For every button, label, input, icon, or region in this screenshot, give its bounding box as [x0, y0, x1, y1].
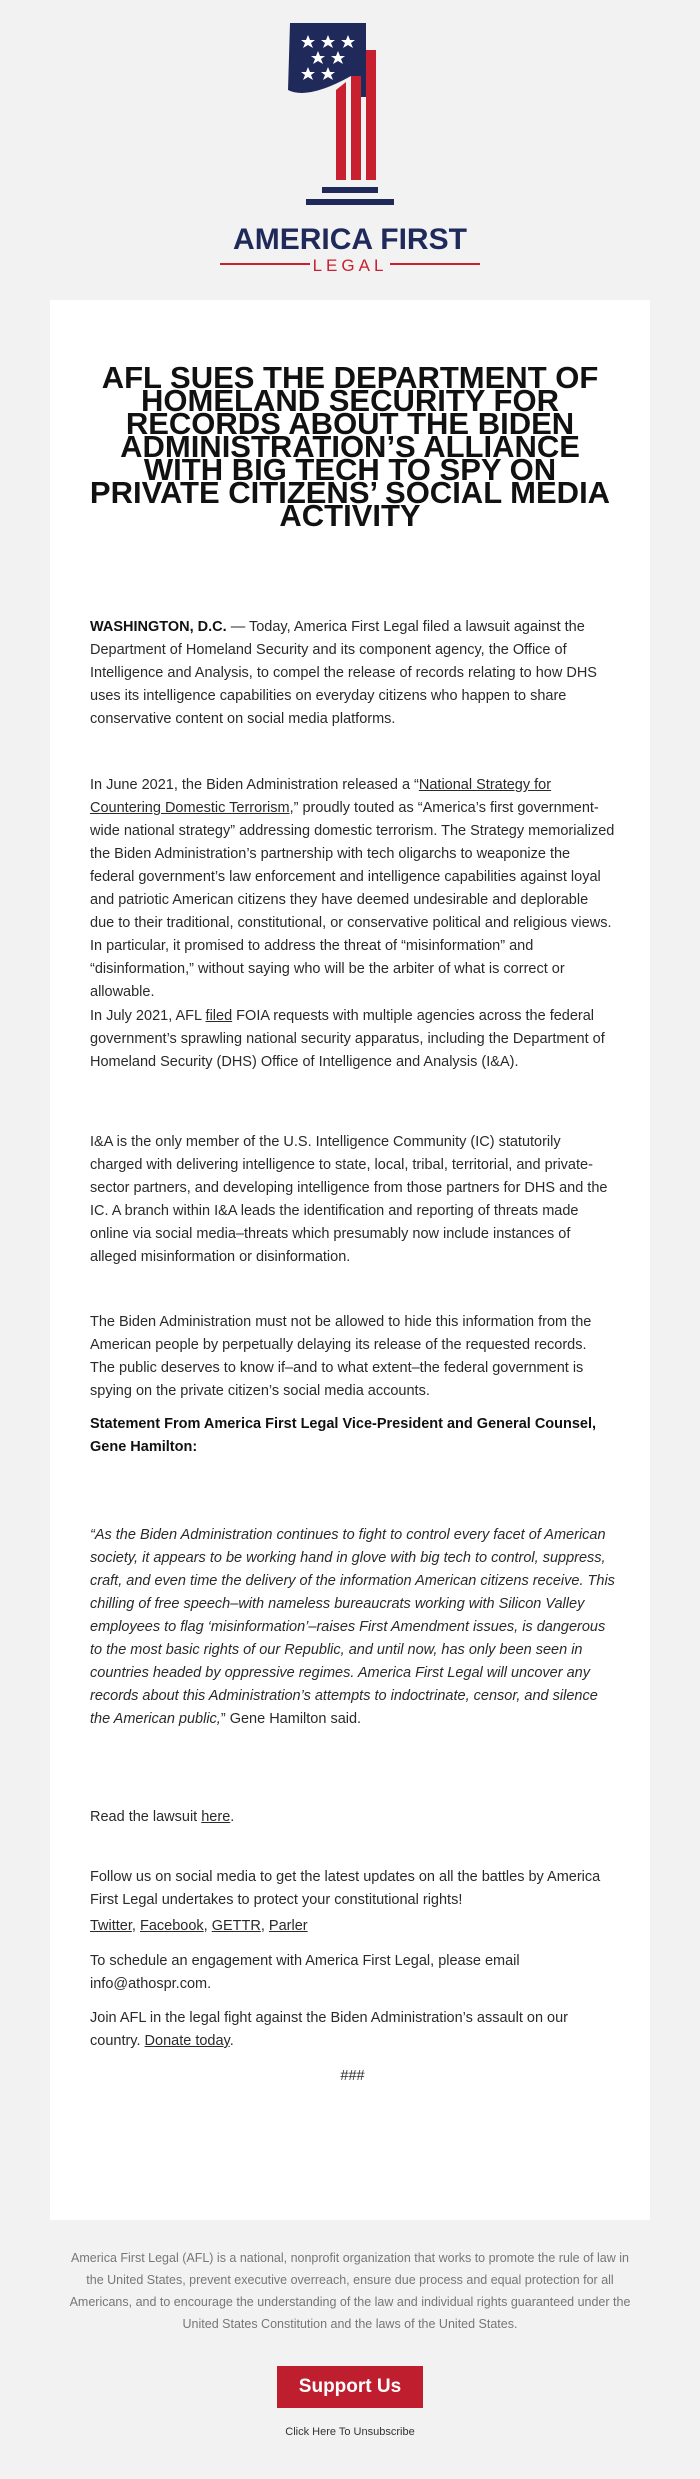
- paragraph-foia: In July 2021, AFL filed FOIA requests with multiple agencies across the federal government’s sprawling national security apparatus, including the Department of Homeland Security (DHS) Office of Intelligence and Analysis (I&A).: [90, 1008, 605, 1070]
- lawsuit-here-link[interactable]: here: [201, 1809, 231, 1825]
- read-lawsuit: Read the lawsuit here.: [90, 1809, 235, 1825]
- join-text: Join AFL in the legal fight against the Biden Administration’s assault on our country. Donate today.: [90, 2010, 568, 2049]
- quote-attribution: ” Gene Hamilton said.: [220, 1711, 362, 1727]
- filed-link[interactable]: filed: [205, 1008, 233, 1024]
- brand-name-line1: AMERICA FIRST: [233, 223, 467, 256]
- statement-heading: Statement From America First Legal Vice-President and General Counsel, Gene Hamilton:: [90, 1416, 597, 1455]
- brand-name-line2: LEGAL: [312, 256, 388, 272]
- facebook-link[interactable]: Facebook: [139, 1918, 204, 1934]
- footer-description: America First Legal (AFL) is a national, nonprofit organization that works to promote the rule of law in the United States, prevent executive overreach, ensure due process and equal protection for all Americans, and to encourage the understanding of the law and individual rights guaranteed under the United States Constitution and the laws of the United States.: [69, 2251, 631, 2331]
- paragraph-ia: I&A is the only member of the U.S. Intelligence Community (IC) statutorily charged with delivering intelligence to state, local, tribal, territorial, and private-sector partners, and developing intelligence from those partners for DHS and the IC. A branch within I&A leads the identification and reporting of threats made online via social media–threats which presumably now include instances of alleged misinformation or disinformation.: [90, 1134, 608, 1265]
- follow-text: Follow us on social media to get the latest updates on all the battles by America First Legal undertakes to protect your constitutional rights!: [90, 1869, 601, 1908]
- header: [0, 0, 700, 300]
- paragraph-biden-admin: The Biden Administration must not be allowed to hide this information from the American people by perpetually delaying its release of the requested records. The public deserves to know if–and to what extent–the federal government is spying on the private citizen’s social media accounts.: [90, 1314, 592, 1399]
- unsubscribe-link[interactable]: Click Here To Unsubscribe: [285, 2426, 415, 2438]
- article-title: AFL SUES THE DEPARTMENT OF HOMELAND SECURITY FOR RECORDS ABOUT THE BIDEN ADMINISTRATION’S ALLIANCE WITH BIG TECH TO SPY ON PRIVATE CITIZENS’ SOCIAL MEDIA ACTIVITY: [89, 360, 611, 533]
- parler-link[interactable]: Parler: [268, 1918, 308, 1934]
- support-us-button[interactable]: Support Us: [277, 2366, 423, 2408]
- paragraph-strategy: In June 2021, the Biden Administration released a “National Strategy for Countering Domestic Terrorism,” proudly touted as “America’s first government-wide national strategy” addressing domestic terrorism. The Strategy memorialized the Biden Administration’s partnership with tech oligarchs to weaponize the federal government’s law enforcement and intelligence capabilities against loyal and patriotic American citizens they have deemed undesirable and deplorable due to their traditional, constitutional, or conservative political and religious views. In particular, it promised to address the threat of “misinformation” and “disinformation,” without saying who will be the arbiter of what is correct or allowable.: [90, 777, 615, 1000]
- end-mark: ###: [340, 2068, 365, 2084]
- intro-text: — Today, America First Legal filed a lawsuit against the Department of Homeland Security and its component agency, the Office of Intelligence and Analysis, to compel the release of records relating to how DHS uses its intelligence capabilities on everyday citizens who happen to share conservative content on social media platforms.: [90, 619, 597, 727]
- quote-text: “As the Biden Administration continues to fight to control every facet of American society, it appears to be working hand in glove with big tech to control, suppress, craft, and even time the delivery of the information American citizens receive. This chilling of free speech–with nameless bureaucrats working with Silicon Valley employees to flag ‘misinformation’–raises First Amendment issues, is dangerous to the most basic rights of our Republic, and until now, has only been seen in countries headed by oppressive regimes. America First Legal will uncover any records about this Administration’s attempts to indoctrinate, censor, and silence the American public,: [90, 1527, 615, 1727]
- donate-link[interactable]: Donate today: [144, 2033, 230, 2049]
- gettr-link[interactable]: GETTR: [211, 1918, 261, 1934]
- national-strategy-link[interactable]: National Strategy for Countering Domestic Terrorism: [90, 777, 552, 816]
- america-first-legal-logo: [218, 20, 482, 272]
- social-links: Twitter, Facebook, GETTR, Parler: [90, 1918, 308, 1934]
- engagement-text: To schedule an engagement with America First Legal, please email info@athospr.com.: [90, 1953, 520, 1992]
- article-card: [50, 300, 650, 2220]
- twitter-link[interactable]: Twitter: [90, 1918, 132, 1934]
- dateline: WASHINGTON, D.C.: [90, 619, 227, 635]
- quote-paragraph: [90, 1524, 615, 1731]
- paragraph-intro: [90, 616, 615, 731]
